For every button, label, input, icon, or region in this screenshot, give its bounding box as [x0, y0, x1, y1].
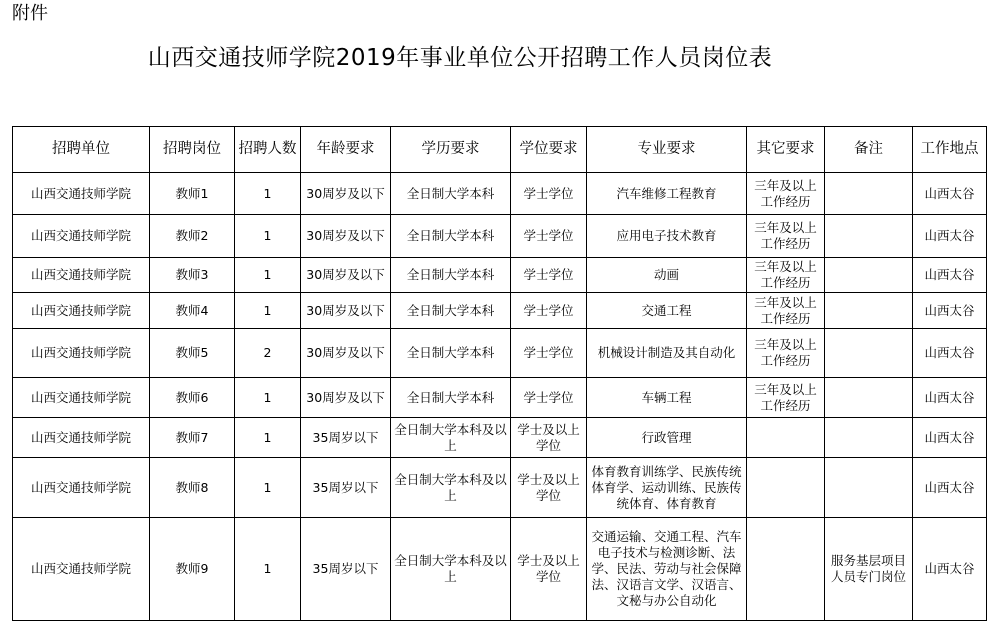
- cell-unit: 山西交通技师学院: [13, 293, 150, 329]
- table-row: [13, 458, 987, 518]
- cell-count: 1: [235, 518, 301, 621]
- cell-count: 1: [235, 258, 301, 293]
- cell-count: 2: [235, 329, 301, 378]
- position-table: [12, 126, 987, 621]
- cell-location: 山西太谷: [913, 378, 987, 418]
- cell-major: 机械设计制造及其自动化: [587, 329, 747, 378]
- cell-other: 三年及以上工作经历: [747, 378, 825, 418]
- cell-remarks: [825, 173, 913, 215]
- cell-unit: 山西交通技师学院: [13, 173, 150, 215]
- cell-position: 教师4: [150, 293, 235, 329]
- cell-major: 交通工程: [587, 293, 747, 329]
- header-remarks: 备注: [825, 127, 913, 173]
- cell-count: 1: [235, 293, 301, 329]
- cell-count: 1: [235, 173, 301, 215]
- cell-other: [747, 458, 825, 518]
- cell-position: 教师5: [150, 329, 235, 378]
- table-row: [13, 215, 987, 258]
- cell-location: 山西太谷: [913, 329, 987, 378]
- cell-count: 1: [235, 215, 301, 258]
- cell-age: 30周岁及以下: [301, 293, 391, 329]
- cell-major: 动画: [587, 258, 747, 293]
- header-major: 专业要求: [587, 127, 747, 173]
- cell-unit: 山西交通技师学院: [13, 215, 150, 258]
- cell-education: 全日制大学本科及以上: [391, 418, 511, 458]
- cell-age: 30周岁及以下: [301, 173, 391, 215]
- cell-other: 三年及以上工作经历: [747, 215, 825, 258]
- cell-location: 山西太谷: [913, 458, 987, 518]
- cell-degree: 学士学位: [511, 215, 587, 258]
- cell-age: 35周岁以下: [301, 458, 391, 518]
- cell-count: 1: [235, 418, 301, 458]
- cell-age: 35周岁以下: [301, 418, 391, 458]
- cell-age: 30周岁及以下: [301, 329, 391, 378]
- cell-education: 全日制大学本科: [391, 215, 511, 258]
- cell-position: 教师2: [150, 215, 235, 258]
- cell-other: [747, 518, 825, 621]
- table-row: [13, 378, 987, 418]
- cell-major: 车辆工程: [587, 378, 747, 418]
- cell-age: 30周岁及以下: [301, 215, 391, 258]
- cell-remarks: 服务基层项目人员专门岗位: [825, 518, 913, 621]
- cell-degree: 学士学位: [511, 258, 587, 293]
- cell-position: 教师3: [150, 258, 235, 293]
- cell-remarks: [825, 329, 913, 378]
- cell-unit: 山西交通技师学院: [13, 518, 150, 621]
- table-body: [13, 173, 987, 621]
- cell-position: 教师9: [150, 518, 235, 621]
- cell-location: 山西太谷: [913, 418, 987, 458]
- cell-degree: 学士学位: [511, 293, 587, 329]
- header-degree: 学位要求: [511, 127, 587, 173]
- cell-education: 全日制大学本科及以上: [391, 518, 511, 621]
- cell-major: 交通运输、交通工程、汽车电子技术与检测诊断、法学、民法、劳动与社会保障法、汉语言文学、汉语言、文秘与办公自动化: [587, 518, 747, 621]
- attachment-label: 附件: [12, 3, 48, 24]
- cell-other: 三年及以上工作经历: [747, 329, 825, 378]
- cell-major: 体育教育训练学、民族传统体育学、运动训练、民族传统体育、体育教育: [587, 458, 747, 518]
- cell-degree: 学士学位: [511, 378, 587, 418]
- table-row: [13, 518, 987, 621]
- header-location: 工作地点: [913, 127, 987, 173]
- cell-education: 全日制大学本科: [391, 378, 511, 418]
- document-title: 山西交通技师学院2019年事业单位公开招聘工作人员岗位表: [147, 45, 773, 71]
- cell-other: 三年及以上工作经历: [747, 258, 825, 293]
- cell-unit: 山西交通技师学院: [13, 329, 150, 378]
- cell-unit: 山西交通技师学院: [13, 378, 150, 418]
- cell-count: 1: [235, 378, 301, 418]
- header-position: 招聘岗位: [150, 127, 235, 173]
- cell-position: 教师6: [150, 378, 235, 418]
- cell-remarks: [825, 293, 913, 329]
- cell-degree: 学士学位: [511, 329, 587, 378]
- cell-remarks: [825, 458, 913, 518]
- cell-position: 教师8: [150, 458, 235, 518]
- cell-education: 全日制大学本科: [391, 173, 511, 215]
- cell-remarks: [825, 215, 913, 258]
- table-row: [13, 293, 987, 329]
- cell-unit: 山西交通技师学院: [13, 418, 150, 458]
- cell-count: 1: [235, 458, 301, 518]
- cell-education: 全日制大学本科及以上: [391, 458, 511, 518]
- cell-location: 山西太谷: [913, 293, 987, 329]
- table-row: [13, 258, 987, 293]
- header-education: 学历要求: [391, 127, 511, 173]
- cell-degree: 学士学位: [511, 173, 587, 215]
- cell-major: 行政管理: [587, 418, 747, 458]
- cell-position: 教师7: [150, 418, 235, 458]
- cell-remarks: [825, 418, 913, 458]
- cell-education: 全日制大学本科: [391, 258, 511, 293]
- cell-degree: 学士及以上学位: [511, 518, 587, 621]
- cell-age: 35周岁以下: [301, 518, 391, 621]
- cell-education: 全日制大学本科: [391, 293, 511, 329]
- header-age: 年龄要求: [301, 127, 391, 173]
- cell-age: 30周岁及以下: [301, 378, 391, 418]
- cell-unit: 山西交通技师学院: [13, 258, 150, 293]
- cell-major: 汽车维修工程教育: [587, 173, 747, 215]
- cell-education: 全日制大学本科: [391, 329, 511, 378]
- cell-location: 山西太谷: [913, 173, 987, 215]
- cell-location: 山西太谷: [913, 258, 987, 293]
- table-row: [13, 173, 987, 215]
- cell-age: 30周岁及以下: [301, 258, 391, 293]
- header-unit: 招聘单位: [13, 127, 150, 173]
- table-row: [13, 329, 987, 378]
- cell-degree: 学士及以上学位: [511, 418, 587, 458]
- cell-remarks: [825, 378, 913, 418]
- cell-position: 教师1: [150, 173, 235, 215]
- table-row: [13, 418, 987, 458]
- cell-unit: 山西交通技师学院: [13, 458, 150, 518]
- cell-degree: 学士及以上学位: [511, 458, 587, 518]
- cell-other: [747, 418, 825, 458]
- cell-other: 三年及以上工作经历: [747, 173, 825, 215]
- table-header-row: [13, 127, 987, 173]
- header-other: 其它要求: [747, 127, 825, 173]
- cell-remarks: [825, 258, 913, 293]
- header-count: 招聘人数: [235, 127, 301, 173]
- cell-location: 山西太谷: [913, 215, 987, 258]
- cell-major: 应用电子技术教育: [587, 215, 747, 258]
- cell-location: 山西太谷: [913, 518, 987, 621]
- cell-other: 三年及以上工作经历: [747, 293, 825, 329]
